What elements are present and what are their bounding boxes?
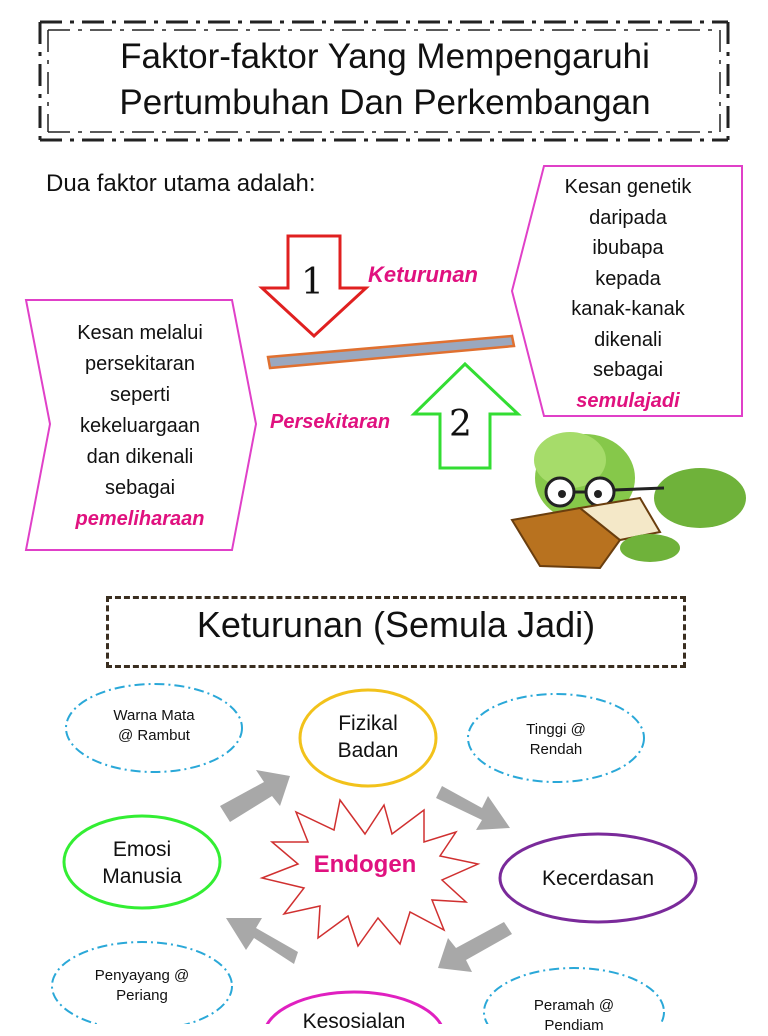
node-kesosialan xyxy=(264,1008,444,1035)
sub-node-peramah-line2: Pendiam xyxy=(544,1017,604,1034)
node-kesosialan-line1: Kesosialan xyxy=(302,1010,406,1033)
node-fizikal-line2: Badan xyxy=(337,739,399,762)
node-fizikal-line1: Fizikal xyxy=(338,712,398,735)
left-line: kekeluargaan xyxy=(79,415,201,437)
right-line: daripada xyxy=(589,206,667,229)
sub-node-tinggi-line2: Rendah xyxy=(529,741,583,758)
node-emosi xyxy=(64,836,220,890)
sub-node-warna xyxy=(74,706,234,746)
right-line: dikenali xyxy=(594,328,662,351)
sub-node-peramah-line1: Peramah @ xyxy=(533,997,615,1014)
node-emosi-line1: Emosi xyxy=(112,838,172,861)
intro-text: Dua faktor utama adalah: xyxy=(46,170,316,197)
sub-node-warna-line2: @ Rambut xyxy=(118,727,190,744)
sub-node-penyayang xyxy=(62,966,222,1006)
gray-arrow-icon xyxy=(436,786,510,830)
right-line: kepada xyxy=(595,267,661,290)
title-line-1: Faktor-faktor Yang Mempengaruhi xyxy=(120,37,650,76)
right-line: Kesan genetik xyxy=(564,176,692,198)
node-emosi-line2: Manusia xyxy=(102,865,182,888)
left-line: sebagai xyxy=(104,477,176,499)
right-emphasis: semulajadi xyxy=(576,389,680,412)
node-kecerdasan xyxy=(500,865,696,892)
center-endogen: Endogen xyxy=(313,851,417,878)
left-line: dan dikenali xyxy=(86,446,194,468)
left-line: persekitaran xyxy=(84,353,196,375)
sub-node-warna-line1: Warna Mata xyxy=(113,707,195,724)
sub-node-penyayang-line2: Periang xyxy=(116,987,168,1004)
sub-node-tinggi-line1: Tinggi @ xyxy=(526,721,586,738)
gray-arrow-icon xyxy=(220,770,290,822)
gray-arrow-icon xyxy=(226,918,298,964)
left-line: Kesan melalui xyxy=(77,322,203,344)
sub-node-peramah xyxy=(494,996,654,1036)
arrow-number-1: 1 xyxy=(301,262,324,303)
label-keturunan: Keturunan xyxy=(368,262,478,287)
arrow-number-2: 2 xyxy=(449,404,472,445)
node-kecerdasan-line1: Kecerdasan xyxy=(541,867,655,890)
sub-node-tinggi xyxy=(476,720,636,760)
sub-node-penyayang-line1: Penyayang @ xyxy=(94,967,190,984)
node-fizikal xyxy=(300,710,436,764)
section-title: Keturunan (Semula Jadi) xyxy=(196,604,596,645)
title-line-2: Pertumbuhan Dan Perkembangan xyxy=(119,83,651,122)
gray-arrow-icon xyxy=(438,922,512,972)
right-line: ibubapa xyxy=(592,237,664,259)
left-line: seperti xyxy=(109,384,171,406)
label-persekitaran: Persekitaran xyxy=(270,411,391,433)
right-line: kanak-kanak xyxy=(571,298,685,320)
right-line: sebagai xyxy=(592,359,664,381)
left-emphasis: pemeliharaan xyxy=(75,508,205,530)
